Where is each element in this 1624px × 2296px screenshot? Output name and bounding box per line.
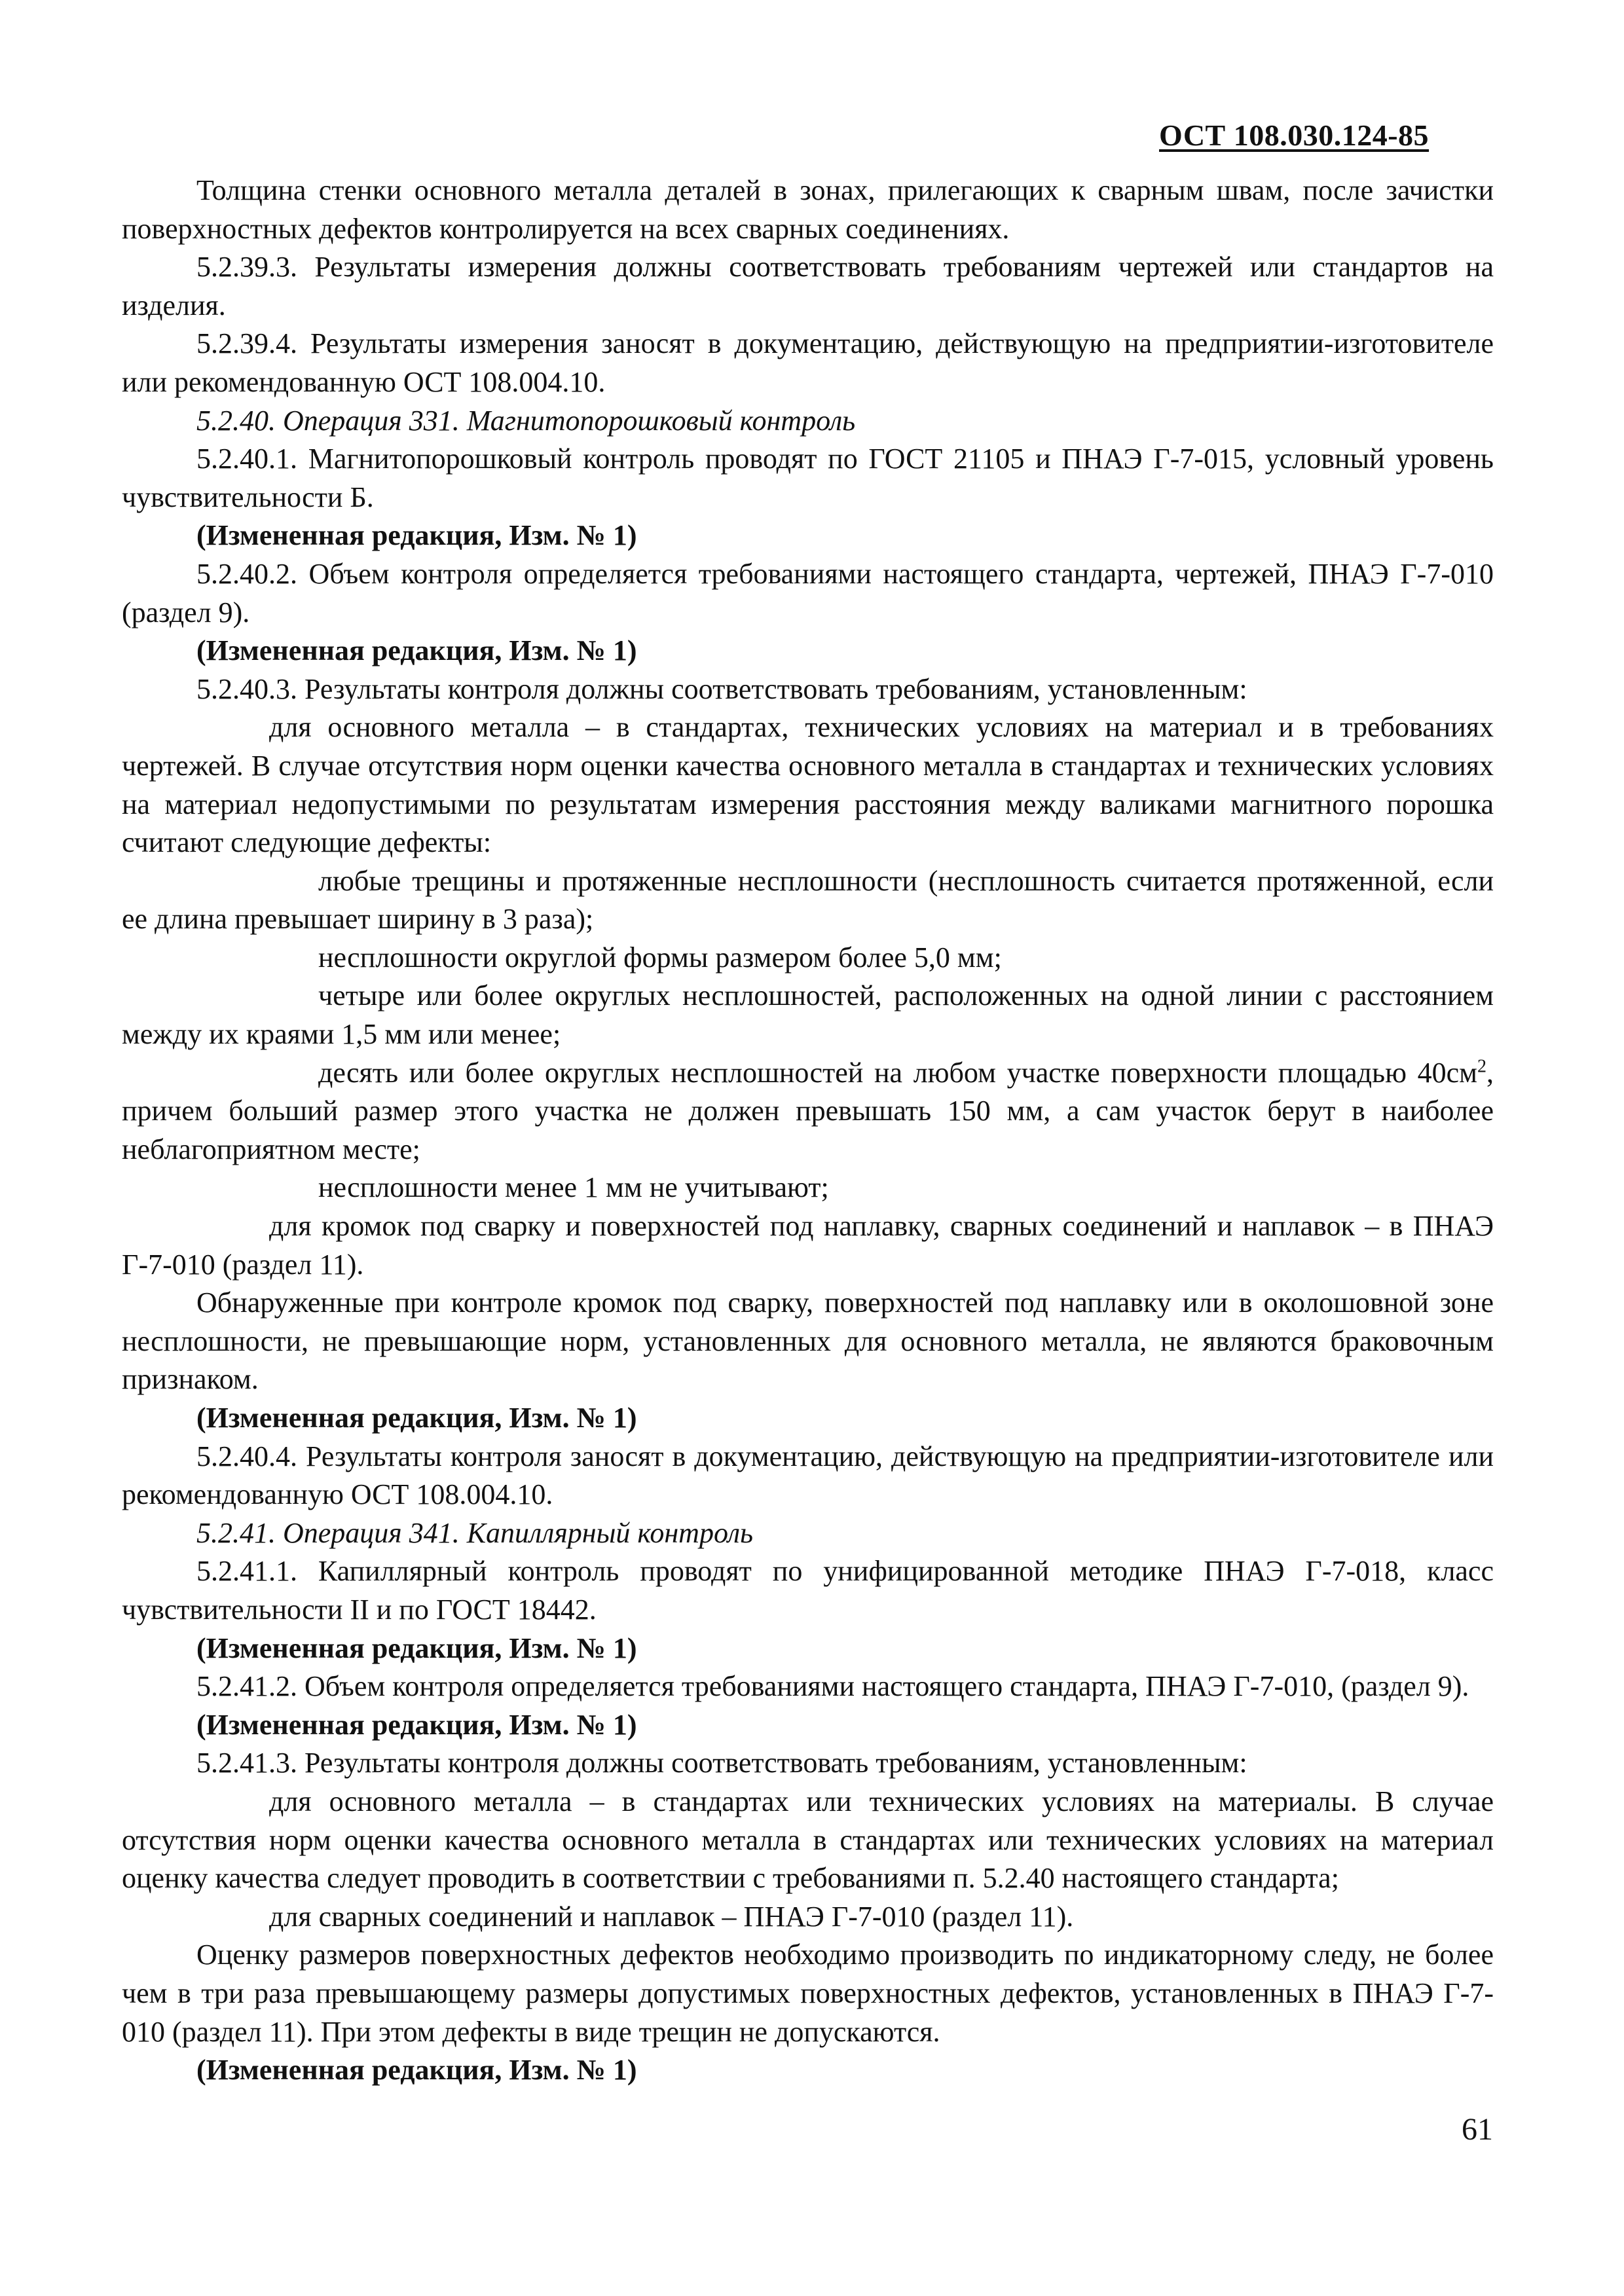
paragraph: 5.2.41.1. Капиллярный контроль проводят по унифицированной методике ПНАЭ Г-7-018, класс чувствительности II и по ГОСТ 18442. <box>122 1555 1494 1626</box>
paragraph: 5.2.40.1. Магнитопорошковый контроль проводят по ГОСТ 21105 и ПНАЭ Г-7-015, условный уровень чувствительности Б. <box>122 443 1494 513</box>
paragraph: 5.2.41.2. Объем контроля определяется требованиями настоящего стандарта, ПНАЭ Г-7-010, (раздел 9). <box>196 1670 1469 1703</box>
list-item: четыре или более округлых несплошностей, расположенных на одной линии с расстоянием между их краями 1,5 мм или менее; <box>122 979 1494 1051</box>
list-item-text: , причем больший размер этого участка не должен превышать 150 мм, а сам участок берут в наиболее неблагоприятном месте; <box>122 1056 1494 1165</box>
revision-note: (Измененная редакция, Изм. № 1) <box>196 1631 637 1664</box>
paragraph: 5.2.40.2. Объем контроля определяется требованиями настоящего стандарта, чертежей, ПНАЭ Г-7-010 (раздел 9). <box>122 557 1494 629</box>
list-item: несплошности менее 1 мм не учитывают; <box>318 1171 829 1204</box>
paragraph: 5.2.41.3. Результаты контроля должны соответствовать требованиям, установленным: <box>196 1747 1247 1779</box>
paragraph: для основного металла – в стандартах, технических условиях на материал и в требованиях чертежей. В случае отсутствия норм оценки качества основного металла в стандартах и технических условиях на материал недопустимыми по результатам измерения расстояния между валиками магнитного порошка считают следующие дефекты: <box>122 711 1494 859</box>
paragraph: 5.2.39.4. Результаты измерения заносят в документацию, действующую на предприятии-изготовителе или рекомендованную ОСТ 108.004.10. <box>122 327 1494 398</box>
paragraph: для сварных соединений и наплавок – ПНАЭ Г-7-010 (раздел 11). <box>269 1900 1074 1933</box>
list-item: несплошности округлой формы размером более 5,0 мм; <box>318 941 1002 974</box>
paragraph: для кромок под сварку и поверхностей под наплавку, сварных соединений и наплавок – в ПНАЭ Г-7-010 (раздел 11). <box>122 1210 1494 1281</box>
page-number: 61 <box>1462 2112 1493 2147</box>
list-item: любые трещины и протяженные несплошности (несплошность считается протяженной, если ее длина превышает ширину в 3 раза); <box>122 864 1494 936</box>
paragraph: 5.2.40.4. Результаты контроля заносят в документацию, действующую на предприятии-изготовителе или рекомендованную ОСТ 108.004.10. <box>122 1440 1494 1511</box>
section-heading: 5.2.41. Операция 341. Капиллярный контроль <box>196 1516 754 1549</box>
paragraph: 5.2.39.3. Результаты измерения должны соответствовать требованиям чертежей или стандартов на изделия. <box>122 251 1494 321</box>
superscript: 2 <box>1477 1056 1486 1076</box>
paragraph: Толщина стенки основного металла деталей в зонах, прилегающих к сварным швам, после зачистки поверхностных дефектов контролируется на всех сварных соединениях. <box>122 174 1494 245</box>
paragraph: для основного металла – в стандартах или технических условиях на материалы. В случае отсутствия норм оценки качества основного металла в стандартах или технических условиях на материал оценку качества следует проводить в соответствии с требованиями п. 5.2.40 настоящего стандарта; <box>122 1785 1494 1895</box>
revision-note: (Измененная редакция, Изм. № 1) <box>196 1708 637 1741</box>
revision-note: (Измененная редакция, Изм. № 1) <box>196 2054 637 2086</box>
document-body <box>122 172 1494 2090</box>
list-item <box>122 1054 1494 1169</box>
section-heading: 5.2.40. Операция 331. Магнитопорошковый контроль <box>196 404 856 437</box>
paragraph: 5.2.40.3. Результаты контроля должны соответствовать требованиям, установленным: <box>196 672 1247 705</box>
paragraph: Оценку размеров поверхностных дефектов необходимо производить по индикаторному следу, не более чем в три раза превышающему размеры допустимых поверхностных дефектов, установленных в ПНАЭ Г-7-010 (раздел 11). При этом дефекты в виде трещин не допускаются. <box>122 1939 1494 2048</box>
list-item-text: десять или более округлых несплошностей на любом участке поверхности площадью 40см <box>318 1056 1477 1089</box>
paragraph: Обнаруженные при контроле кромок под сварку, поверхностей под наплавку или в околошовной зоне несплошности, не превышающие норм, установленных для основного металла, не являются браковочным признаком. <box>122 1286 1494 1396</box>
revision-note: (Измененная редакция, Изм. № 1) <box>196 634 637 667</box>
document-code-header: ОСТ 108.030.124-85 <box>1159 118 1430 152</box>
revision-note: (Измененная редакция, Изм. № 1) <box>196 1402 637 1434</box>
revision-note: (Измененная редакция, Изм. № 1) <box>196 519 637 552</box>
